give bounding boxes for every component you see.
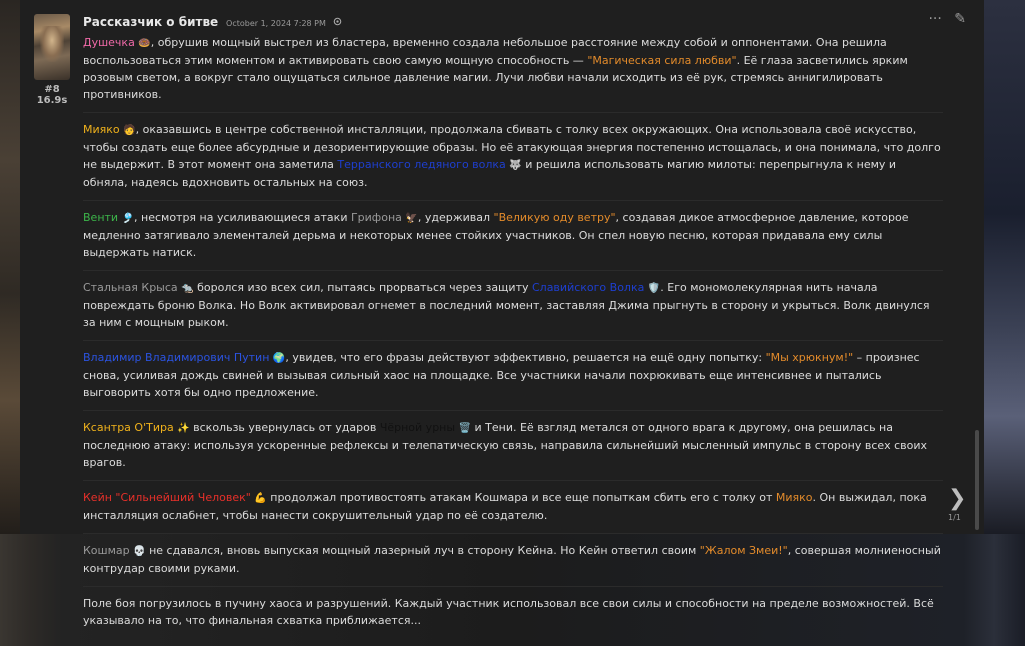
- character-name: Кошмар: [83, 544, 130, 557]
- ability-name: "Жалом Змеи!": [699, 544, 788, 557]
- ability-name: "Магическая сила любви": [587, 54, 737, 67]
- post-meta-column: [32, 14, 72, 106]
- character-name: Мияко: [83, 123, 120, 136]
- paragraph-9: Поле боя погрузилось в пучину хаоса и разрушений. Каждый участник использовал все свои силы и способности на пределе возможностей. Всё указывало на то, что финальная схватка приближается...: [83, 597, 934, 627]
- character-name: Терранского ледяного волка: [337, 158, 506, 171]
- paragraph-5: Владимир Владимирович Путин 🌍, увидев, что его фразы действуют эффективно, решается на ещё одну попытку: "Мы хрюкнум!" – произнес снова, усиливая дождь свиней и вызывая сильный хаос на площадке. Все участники начали похрюкивать еще интенсивнее и пытались выговорить хотя бы одно предложение.: [83, 349, 943, 411]
- paragraph-2: Мияко 🧑, оказавшись в центре собственной инсталляции, продолжала сбивать с толку всех окружающих. Она использовала своё искусство, чтобы создать еще более абсурдные и дезориентирующие образы. Но её атакующая энергия постепенно истощалась, и она понимала, что долго не выдержит. В этот момент она заметила Терранского ледяного волка 🐺 и решила использовать магию милоты: перепрыгнула к нему и обняла, надеясь вдохновить остальных на союз.: [83, 121, 943, 201]
- paragraph-3: Венти 🎐, несмотря на усиливающиеся атаки Грифона 🦅, удерживал "Великую оду ветру", создавая дикое атмосферное давление, которое медленно затягивало элементалей дерьма и некоторых менее стойких участников. Он спел новую песню, которая придавала ему силы выдержать натиск.: [83, 209, 943, 271]
- post-time-ago: 16.9s: [36, 95, 68, 106]
- openai-icon: [333, 19, 342, 29]
- eagle-icon: 🦅: [405, 213, 418, 224]
- character-name: Владимир Владимирович Путин: [83, 351, 270, 364]
- page-indicator: 1/1: [948, 513, 961, 522]
- character-name: Кейн "Сильнейший Человек": [83, 491, 251, 504]
- character-name: Славийского Волка: [531, 281, 645, 294]
- post-header: [83, 15, 342, 29]
- donut-icon: 🍩: [138, 38, 151, 49]
- paragraph-7: Кейн "Сильнейший Человек" 💪 продолжал противостоять атакам Кошмара и все еще попыткам сбить его с толку от Мияко. Он выжидал, пока инсталляция ослабнет, чтобы нанести сокрушительный удар по её создателю.: [83, 489, 943, 534]
- avatar[interactable]: [34, 14, 70, 80]
- character-name: Грифона: [350, 211, 402, 224]
- ability-name: "Великую оду ветру": [493, 211, 616, 224]
- post-date: October 1, 2024 7:28 PM: [226, 19, 326, 28]
- character-name: Чёрной урны: [379, 421, 456, 434]
- background-right: [977, 0, 1025, 534]
- chevron-right-icon[interactable]: ❯: [948, 486, 967, 511]
- skull-icon: 💀: [133, 546, 146, 557]
- character-name: Душечка: [83, 36, 135, 49]
- wind-chime-icon: 🎐: [121, 213, 135, 224]
- pencil-icon[interactable]: ✎: [954, 11, 966, 27]
- rat-icon: 🐀: [181, 283, 194, 294]
- character-name: Стальная Крыса: [83, 281, 178, 294]
- post-actions: [920, 11, 966, 27]
- quote-text: "Мы хрюкнум!": [765, 351, 854, 364]
- post-panel: [20, 0, 984, 627]
- character-name: Ксантра О'Тира: [83, 421, 174, 434]
- paragraph-6: Ксантра О'Тира ✨ вскользь увернулась от ударов Чёрной урны 🗑️ и Тени. Её взгляд метался от одного врага к другому, она решилась на последнюю атаку: используя ускоренные рефлексы и телепатическую связь, направила сильнейший мысленный импульс в сторону всех своих врагов.: [83, 419, 943, 481]
- trash-can-icon: 🗑️: [458, 423, 472, 434]
- username[interactable]: Рассказчик о битве: [83, 15, 219, 29]
- shield-icon: 🛡️: [647, 283, 661, 294]
- person-icon: 🧑: [123, 125, 136, 136]
- character-name: Венти: [83, 211, 119, 224]
- flexed-biceps-icon: 💪: [254, 493, 267, 504]
- post-content: [83, 34, 943, 646]
- post-number: #8: [44, 84, 60, 95]
- wolf-icon: 🐺: [509, 160, 522, 171]
- sparkles-icon: ✨: [177, 423, 190, 434]
- scrollbar-thumb[interactable]: [975, 430, 979, 530]
- paragraph-1: Душечка 🍩, обрушив мощный выстрел из бластера, временно создала небольшое расстояние между собой и оппонентами. Она решила воспользоваться этим моментом и активировать свою самую мощную способность — "Магическая сила любви". Её глаза засветились ярким розовым светом, а вокруг стало ощущаться сильное давление магии. Лучи любви начали исходить из её рук, стремясь аннигилировать противников.: [83, 34, 943, 113]
- paragraph-8: Кошмар 💀 не сдавался, вновь выпуская мощный лазерный луч в сторону Кейна. Но Кейн ответил своим "Жалом Змеи!", совершая молниеносный контрудар своими руками.: [83, 542, 943, 587]
- globe-icon: 🌍: [272, 353, 286, 364]
- character-name: Мияко: [775, 491, 813, 504]
- paragraph-4: Стальная Крыса 🐀 боролся изо всех сил, пытаясь прорваться через защиту Славийского Волка 🛡️. Его мономолекулярная нить начала повреждать броню Волка. Но Волк активировал огнемет в последний момент, заставляя Джима прыгнуть в сторону и укрыться. Волк двинулся за ним с мощным рыком.: [83, 279, 943, 341]
- ellipsis-icon[interactable]: ···: [928, 11, 942, 27]
